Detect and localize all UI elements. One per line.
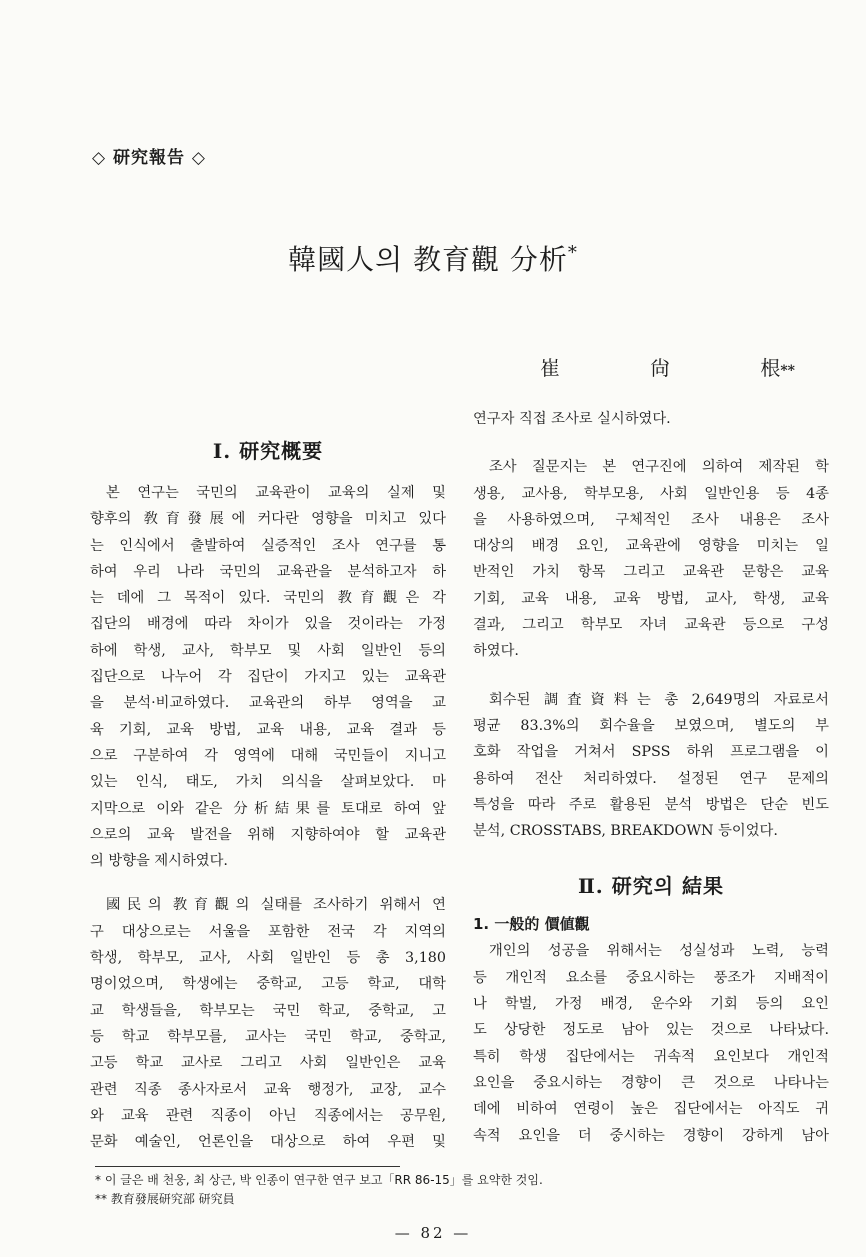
footnote-rule	[95, 1166, 400, 1167]
section-label: ◇ 研究報告 ◇	[92, 148, 206, 168]
text-line: 육 기회, 교육 방법, 교육 내용, 교육 결과 등	[90, 721, 446, 738]
author-char-3: 根**	[760, 356, 795, 380]
text-line: 속적 요인을 더 중시하는 경향이 강하게 남아	[473, 1127, 829, 1144]
text-line: 등 학교 학부모를, 교사는 국민 학교, 중학교,	[90, 1028, 446, 1045]
text-line: 는 인식에서 출발하여 실증적인 조사 연구를 통	[90, 537, 446, 554]
text-line: 요인을 중요시하는 경향이 큰 것으로 나타나는	[473, 1074, 829, 1091]
footnotes	[95, 1171, 543, 1209]
text-line: 개인의 성공을 위해서는 성실성과 노력, 능력	[489, 943, 829, 960]
text-line: 고등 학교 교사로 그리고 사회 일반인은 교육	[90, 1055, 446, 1072]
text-line: 데에 비하여 연령이 높은 집단에서는 아직도 귀	[473, 1101, 829, 1118]
text-line: 교 학생들을, 학부모는 국민 학교, 중학교, 고	[90, 1002, 446, 1019]
author-char-2: 尙	[650, 356, 671, 380]
text-line: 는 데에 그 목적이 있다. 국민의 教育觀은 각	[90, 590, 446, 607]
text-line: 의 방향을 제시하였다.	[90, 853, 228, 870]
text-line: 결과, 그리고 학부모 자녀 교육관 등으로 구성	[473, 617, 829, 634]
text-line: 집단으로 나누어 각 집단이 가지고 있는 교육관	[90, 669, 446, 686]
text-line: 관련 직종 종사자로서 교육 행정가, 교장, 교수	[90, 1081, 446, 1098]
text-line: 생용, 교사용, 학부모용, 사회 일반인용 등 4종	[473, 485, 829, 502]
text-line: 본 연구는 국민의 교육관이 교육의 실제 및	[106, 485, 446, 501]
paragraph	[473, 454, 829, 664]
paragraph	[473, 406, 829, 432]
section-heading-1: Ⅰ. 研究概要	[212, 439, 324, 463]
paragraph	[90, 480, 446, 874]
text-line: 용하여 전산 처리하였다. 설정된 연구 문제의	[473, 770, 829, 787]
text-line: 문화 예술인, 언론인을 대상으로 하여 우편 및	[90, 1134, 446, 1151]
text-line: 하였다.	[473, 643, 519, 660]
text-line: 을 사용하였으며, 구체적인 조사 내용은 조사	[473, 511, 829, 528]
text-line: 특성을 따라 주로 활용된 분석 방법은 단순 빈도	[473, 796, 829, 813]
title-footnote-mark: *	[567, 242, 578, 264]
left-column	[90, 385, 446, 1155]
text-line: 분석, CROSSTABS, BREAKDOWN 등이었다.	[473, 823, 778, 840]
text-line: 반적인 가치 항목 그리고 교육관 문항은 교육	[473, 564, 829, 581]
author-footnote-mark: **	[780, 363, 795, 379]
text-line: 國民의 教育觀의 실태를 조사하기 위해서 연	[106, 897, 446, 914]
title-text: 韓國人의 教育觀 分析	[288, 243, 568, 276]
text-line: 을 분석·비교하였다. 교육관의 하부 영역을 교	[90, 695, 446, 712]
text-line: 집단의 배경에 따라 차이가 있을 것이라는 가정	[90, 616, 446, 633]
right-column	[473, 406, 829, 1149]
text-line: 지막으로 이와 같은 分析結果를 토대로 하여 앞	[90, 800, 446, 817]
text-line: 기회, 교육 내용, 교육 방법, 교사, 학생, 교육	[473, 590, 829, 607]
text-line: 도 상당한 정도로 남아 있는 것으로 나타났다.	[473, 1022, 829, 1039]
author-name	[540, 352, 795, 381]
text-line: 으로의 교육 발전을 위해 지향하여야 할 교육관	[90, 826, 446, 843]
text-line: 학생, 학부모, 교사, 사회 일반인 등 총 3,180	[90, 950, 446, 967]
paragraph	[90, 892, 446, 1155]
text-line: 평균 83.3%의 회수율을 보였으며, 별도의 부	[473, 717, 829, 734]
text-line: 특히 학생 집단에서는 귀속적 요인보다 개인적	[473, 1048, 829, 1065]
text-line: 회수된 調査資料는 총 2,649명의 자료로서	[489, 691, 829, 708]
section-heading-2: Ⅱ. 研究의 結果	[577, 874, 725, 899]
text-line: 구 대상으로는 서울을 포함한 전국 각 지역의	[90, 923, 446, 940]
subsection-heading: 1. 一般的 價値觀	[473, 915, 590, 934]
footnote-1: * 이 글은 배 천웅, 최 상근, 박 인종이 연구한 연구 보고「RR 86-15」를 요약한 것임.	[95, 1173, 543, 1187]
author-char-1: 崔	[540, 356, 560, 380]
text-line: 등 개인적 요소를 중요시하는 풍조가 지배적이	[473, 969, 829, 986]
text-line: 나 학벌, 가정 배경, 운수와 기회 등의 요인	[473, 996, 829, 1013]
footnote-2: ** 教育發展研究部 研究員	[95, 1192, 235, 1206]
paragraph	[473, 687, 829, 845]
text-line: 있는 인식, 태도, 가치 의식을 살펴보았다. 마	[90, 774, 446, 791]
text-line: 하여 우리 나라 국민의 교육관을 분석하고자 하	[90, 563, 446, 580]
paper-title	[0, 238, 866, 278]
text-line: 향후의 敎育發展에 커다란 영향을 미치고 있다	[90, 511, 446, 528]
text-line: 하에 학생, 교사, 학부모 및 사회 일반인 등의	[90, 642, 446, 659]
paragraph	[473, 938, 829, 1148]
text-line: 으로 구분하여 각 영역에 대해 국민들이 지니고	[90, 747, 446, 764]
page-number: — 82 —	[394, 1224, 472, 1242]
text-line: 조사 질문지는 본 연구진에 의하여 제작된 학	[489, 459, 829, 476]
text-line: 명이었으며, 학생에는 중학교, 고등 학교, 대학	[90, 976, 446, 993]
text-line: 연구자 직접 조사로 실시하였다.	[473, 411, 671, 427]
text-line: 대상의 배경 요인, 교육관에 영향을 미치는 일	[473, 538, 829, 555]
text-line: 호화 작업을 거쳐서 SPSS 하위 프로그램을 이	[473, 744, 829, 761]
text-line: 와 교육 관련 직종이 아닌 직종에서는 공무원,	[90, 1107, 446, 1124]
